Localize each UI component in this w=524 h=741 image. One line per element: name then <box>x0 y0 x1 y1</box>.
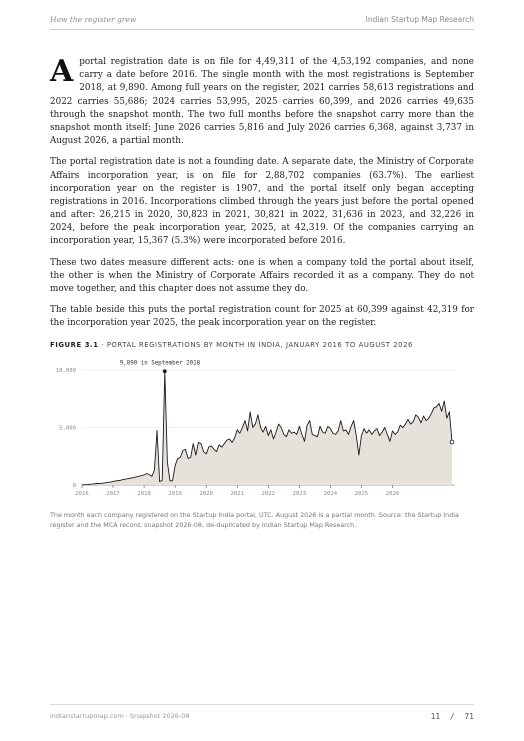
figure-label: FIGURE 3.1 <box>50 341 99 349</box>
paragraph-2: The portal registration date is not a founding date. A separate date, the Ministry of Corporate Affairs incorporation year, is on file for 2,88,702 companies (63.7%). The earliest incorporation year on the register is 1907, and the portal itself only began accepting registrations in 2016. Incorporations climbed through the years just before the portal opened and after: 26,215 in 2020, 30,823 in 2021, 30,821 in 2022, 31,636 in 2023, and 32,226 in 2024, before the peak incorporation year, 2025, at 42,319. Of the companies carrying an incorporation year, 15,367 (5.3%) were incorporated before 2016. <box>50 157 474 247</box>
article-body <box>50 56 474 339</box>
header-rule <box>50 29 474 30</box>
y-tick-label: 5,000 <box>59 425 76 432</box>
registrations-area-chart <box>50 352 474 504</box>
x-tick-label: 2019 <box>168 491 182 497</box>
peak-annotation: 9,890 in September 2018 <box>119 360 201 367</box>
footer-rule <box>50 704 474 705</box>
current-page: 11 <box>430 712 441 721</box>
drop-cap: A <box>50 54 74 89</box>
peak-point <box>163 369 167 373</box>
x-tick-label: 2026 <box>385 491 400 497</box>
paragraph-4: The table beside this puts the portal registration count for 2025 at 60,399 against 42,319 for the incorporation year 2025, the peak incorporation year on the register. <box>50 305 474 329</box>
paragraph-3: These two dates measure different acts: one is when a company told the portal about itself, the other is when the Ministry of Corporate Affairs recorded it as a company. They do not move together, and this chapter does not assume they do. <box>50 257 474 294</box>
x-tick-label: 2025 <box>354 491 369 497</box>
x-tick-label: 2024 <box>323 491 338 497</box>
total-pages: 71 <box>464 712 474 721</box>
publication-name: Indian Startup Map Research <box>365 15 474 24</box>
area-fill <box>82 371 452 485</box>
page-footer <box>50 712 474 721</box>
x-tick-label: 2018 <box>137 491 151 497</box>
paragraph-1 <box>50 56 474 148</box>
x-tick-label: 2016 <box>75 491 89 497</box>
page-separator: / <box>449 712 455 721</box>
paragraph-1-text: portal registration date is on file for 4,49,311 of the 4,53,192 companies, and none carry a date before 2016. The single month with the most registrations is September 2018, at 9,890. Among full years on the register, 2021 carries 58,613 registrations and 2022 carries 55,686; 2024 carries 53,995, 2025 carries 60,399, and 2026 carries 49,635 through the snapshot month. The two full months before the snapshot carry more than the snapshot month itself: June 2026 carries 5,816 and July 2026 carries 6,368, against 3,737 in August 2026, a partial month. <box>50 57 474 147</box>
figure-caption <box>50 341 413 349</box>
x-tick-label: 2023 <box>292 491 307 497</box>
x-tick-label: 2021 <box>230 491 244 497</box>
last-point <box>450 440 454 444</box>
footer-source: indianstartupmap.com · Snapshot 2026-08 <box>50 712 190 720</box>
figure-title: · PORTAL REGISTRATIONS BY MONTH IN INDIA, JANUARY 2016 TO AUGUST 2026 <box>98 341 413 349</box>
x-tick-label: 2022 <box>261 491 276 497</box>
y-tick-label: 0 <box>72 483 76 489</box>
x-tick-label: 2020 <box>199 491 213 497</box>
x-tick-label: 2017 <box>106 491 120 497</box>
page-number <box>431 712 474 721</box>
figure-note: The month each company registered on the Startup India portal, UTC. August 2026 is a partial month. Source: the Startup India register and the MCA record, snapshot 2026-08, de-duplicated by Indian Startup Map Research. <box>50 511 459 529</box>
page-header <box>50 15 474 24</box>
running-title: How the register grew <box>50 15 137 24</box>
y-tick-label: 10,000 <box>55 368 76 374</box>
